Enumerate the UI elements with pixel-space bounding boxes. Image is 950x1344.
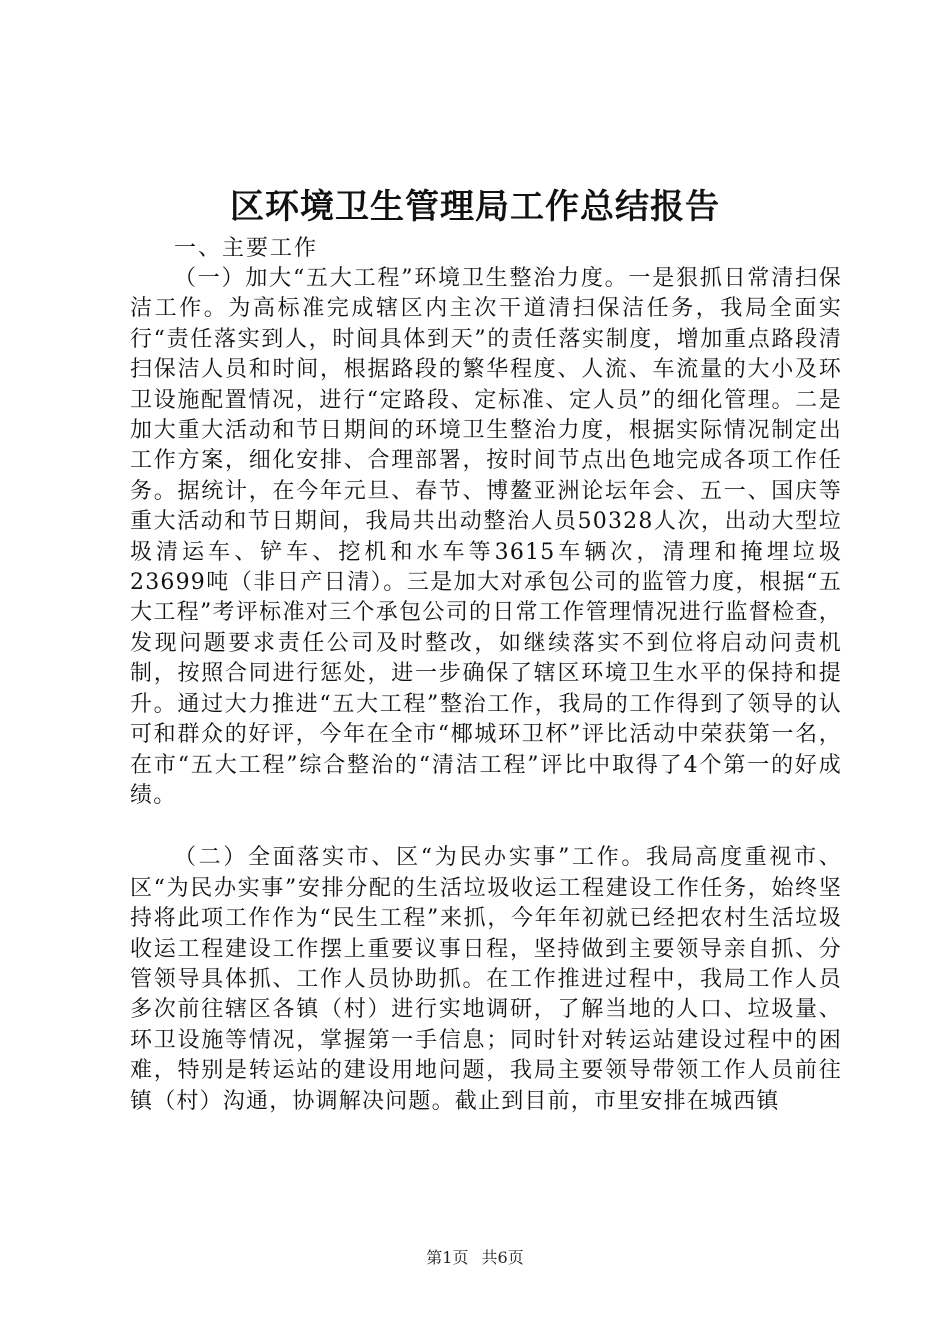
document-body	[130, 234, 842, 1117]
paragraph-2: （二）全面落实市、区“为民办实事”工作。我局高度重视市、区“为民办实事”安排分配的生活垃圾收运工程建设工作任务，始终坚持将此项工作作为“民生工程”来抓，今年年初就已经把农村生活垃圾收运工程建设工作摆上重要议事日程，坚持做到主要领导亲自抓、分管领导具体抓、工作人员协助抓。在工作推进过程中，我局工作人员多次前往辖区各镇（村）进行实地调研，了解当地的人口、垃圾量、环卫设施等情况，掌握第一手信息；同时针对转运站建设过程中的困难，特别是转运站的建设用地问题，我局主要领导带领工作人员前往镇（村）沟通，协调解决问题。截止到目前，市里安排在城西镇	[130, 845, 842, 1114]
page-number: 第1页	[426, 1248, 469, 1267]
page-total: 共6页	[481, 1248, 524, 1267]
document-title: 区环境卫生管理局工作总结报告	[230, 187, 720, 227]
section-heading: 一、主要工作	[174, 236, 319, 261]
paragraph-1: （一）加大“五大工程”环境卫生整治力度。一是狠抓日常清扫保洁工作。为高标准完成辖区内主次干道清扫保洁任务，我局全面实行“责任落实到人，时间具体到天”的责任落实制度，增加重点路段清扫保洁人员和时间，根据路段的繁华程度、人流、车流量的大小及环卫设施配置情况，进行“定路段、定标准、定人员”的细化管理。二是加大重大活动和节日期间的环境卫生整治力度，根据实际情况制定出工作方案，细化安排、合理部署，按时间节点出色地完成各项工作任务。据统计，在今年元旦、春节、博鳌亚洲论坛年会、五一、国庆等重大活动和节日期间，我局共出动整治人员50328人次，出动大型垃圾清运车、铲车、挖机和水车等3615车辆次，清理和掩埋垃圾23699吨（非日产日清）。三是加大对承包公司的监管力度，根据“五大工程”考评标准对三个承包公司的日常工作管理情况进行监督检查，发现问题要求责任公司及时整改，如继续落实不到位将启动问责机制，按照合同进行惩处，进一步确保了辖区环境卫生水平的保持和提升。通过大力推进“五大工程”整治工作，我局的工作得到了领导的认可和群众的好评，今年在全市“椰城环卫杯”评比活动中荣获第一名，在市“五大工程”综合整治的“清洁工程”评比中取得了4个第一的好成绩。	[130, 266, 842, 808]
page-footer	[0, 1248, 950, 1268]
